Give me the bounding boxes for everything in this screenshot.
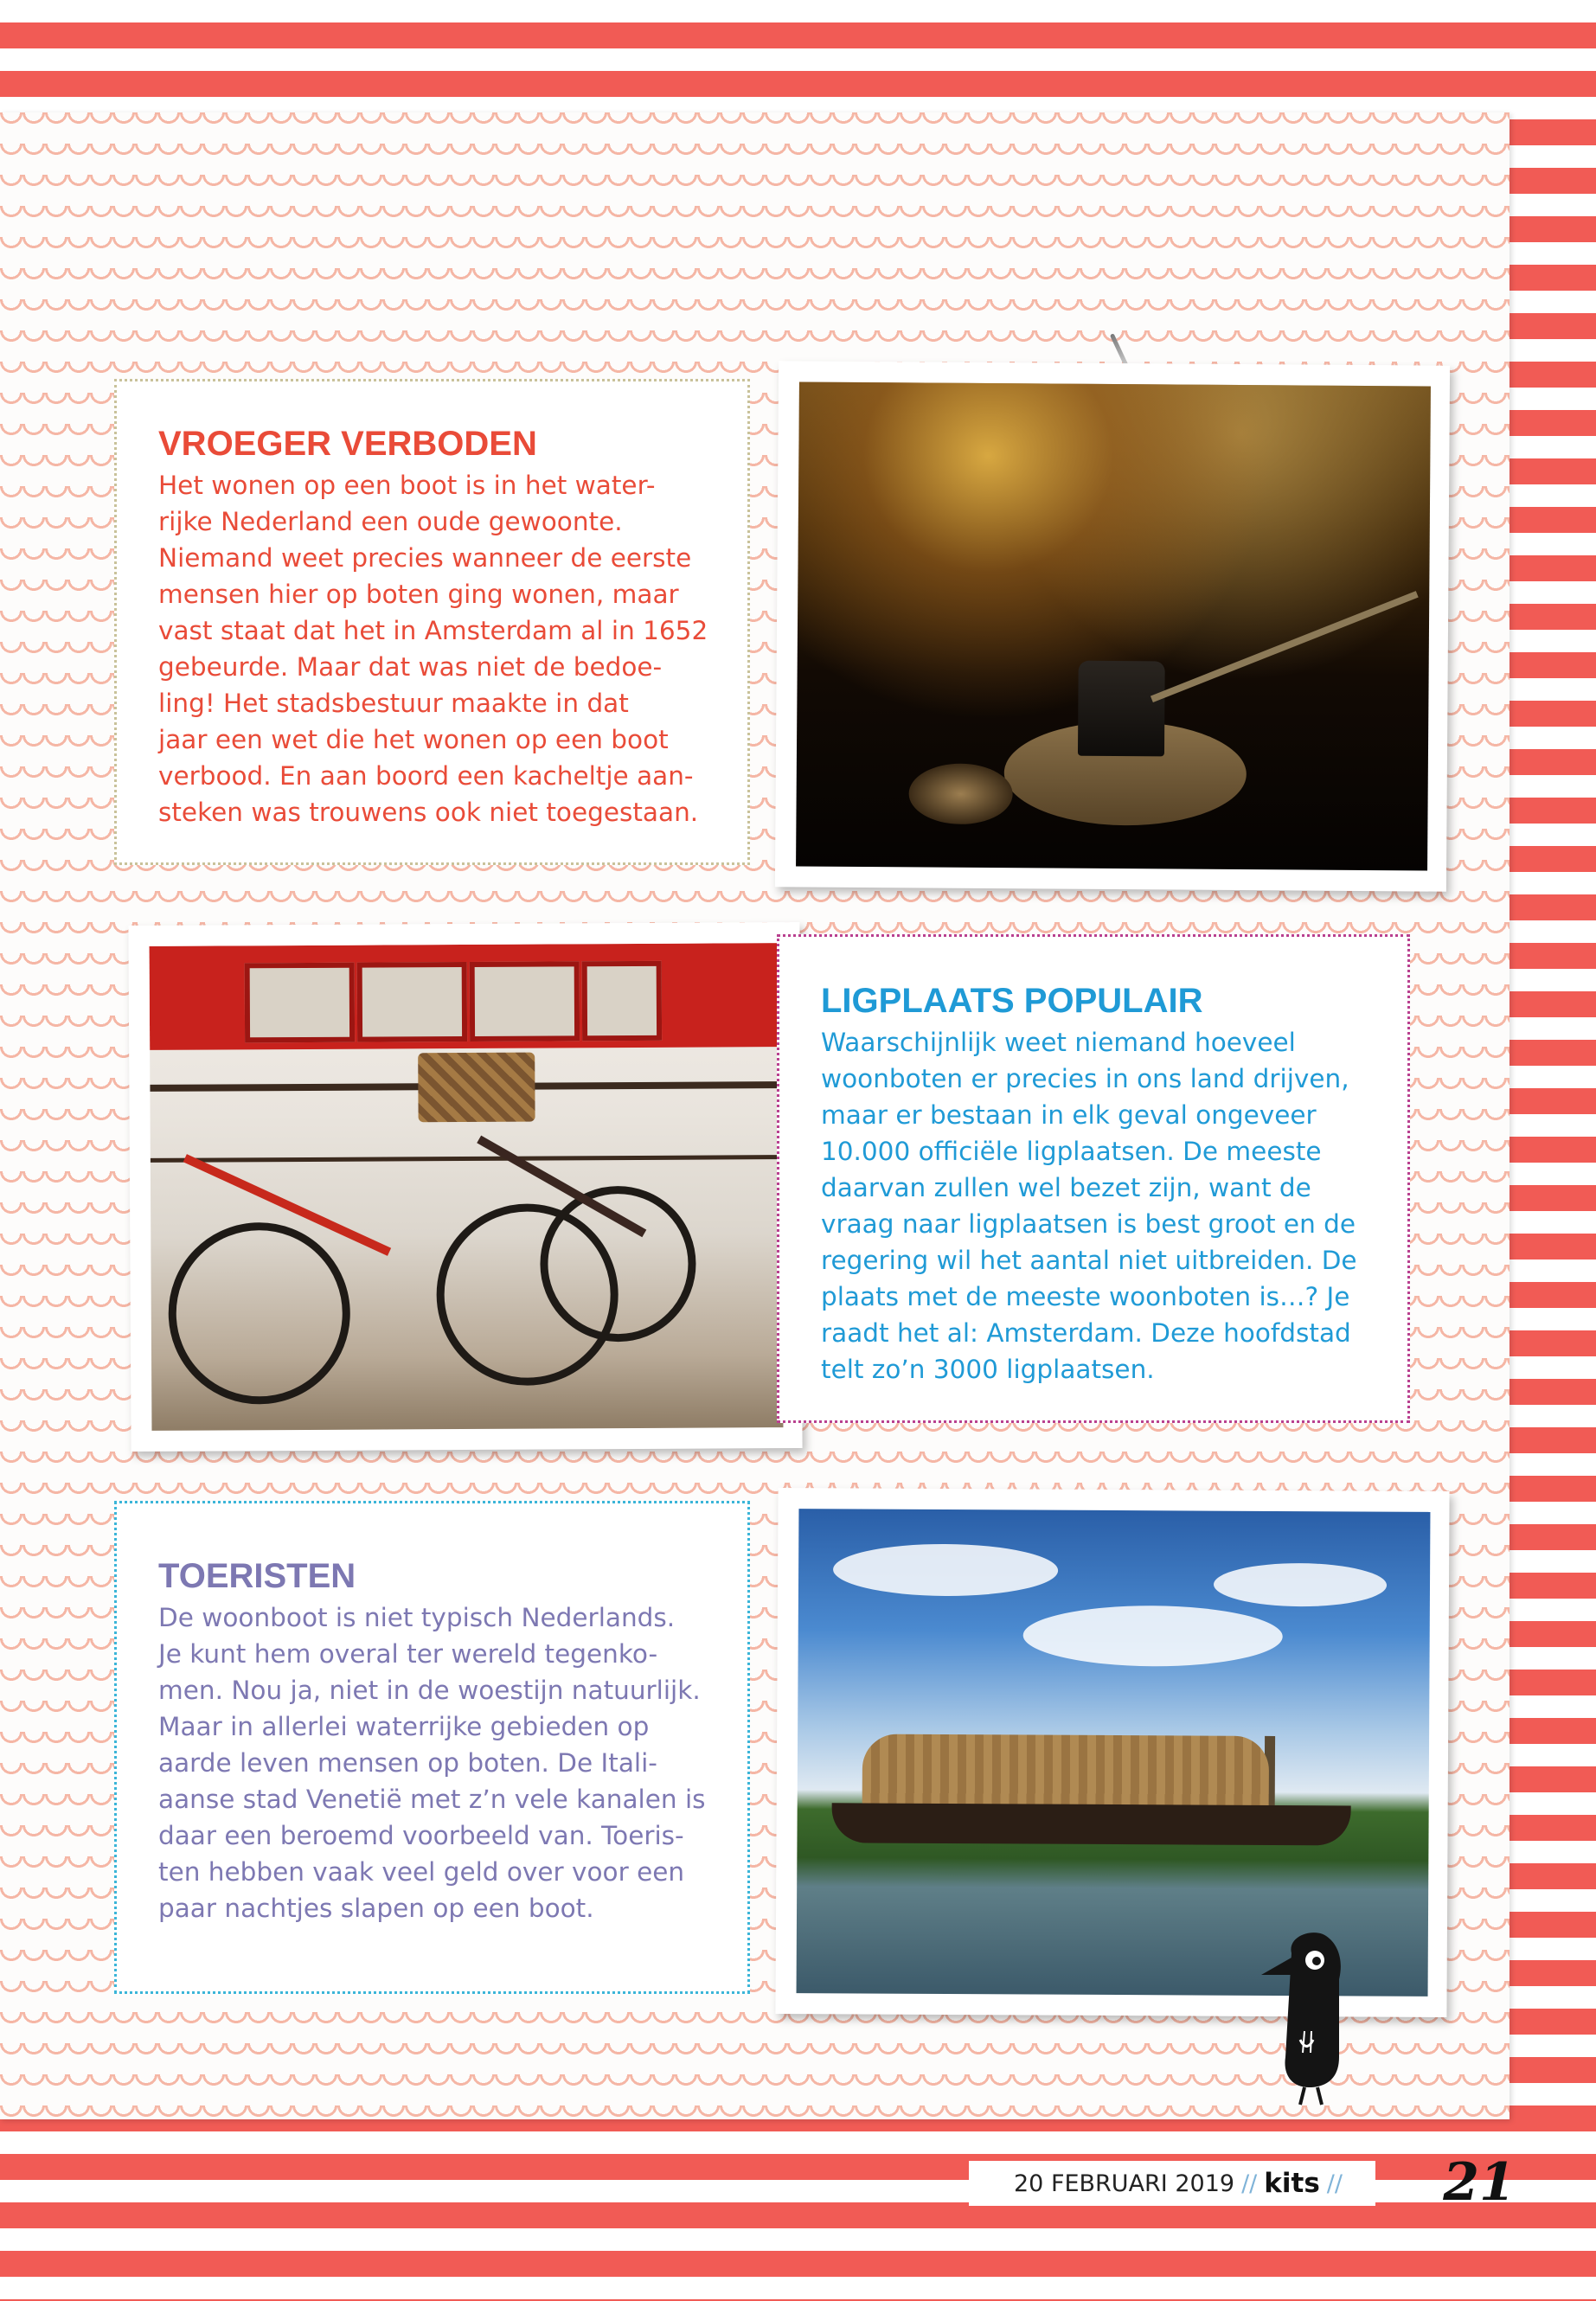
section-heading: LIGPLAATS POPULAIR bbox=[821, 982, 1203, 1020]
houseboat-roof bbox=[862, 1734, 1269, 1813]
section-heading: TOERISTEN bbox=[158, 1557, 356, 1595]
body-line: maar er bestaan in elk geval ongeveer bbox=[821, 1100, 1317, 1130]
page-number: 21 bbox=[1443, 2152, 1516, 2213]
section-heading: VROEGER VERBODEN bbox=[158, 425, 537, 463]
body-line: gebeurde. Maar dat was niet de bedoe- bbox=[158, 652, 663, 682]
cloud bbox=[1023, 1605, 1283, 1667]
houseboat-wall bbox=[150, 943, 782, 1050]
body-line: Maar in allerlei waterrijke gebieden op bbox=[158, 1712, 650, 1741]
issue-date: 20 FEBRUARI 2019 bbox=[1014, 2170, 1235, 2197]
body-line: steken was trouwens ook niet toegestaan. bbox=[158, 798, 699, 827]
magazine-brand: kits bbox=[1264, 2168, 1320, 2199]
body-line: aarde leven mensen op boten. De Itali- bbox=[158, 1748, 657, 1778]
body-line: daar een beroemd voorbeeld van. Toeris- bbox=[158, 1821, 684, 1850]
body-line: men. Nou ja, niet in de woestijn natuurlijk. bbox=[158, 1676, 701, 1705]
body-line: vast staat dat het in Amsterdam al in 1652 bbox=[158, 616, 708, 645]
body-line: ling! Het stadsbestuur maakte in dat bbox=[158, 689, 629, 718]
window bbox=[582, 961, 662, 1041]
footer-separator: // bbox=[1326, 2170, 1343, 2197]
section-body bbox=[821, 1024, 1371, 1388]
body-line: raadt het al: Amsterdam. Deze hoofdstad bbox=[821, 1318, 1351, 1348]
body-line: Waarschijnlijk weet niemand hoeveel bbox=[821, 1028, 1296, 1057]
body-line: verbood. En aan boord een kacheltje aan- bbox=[158, 761, 694, 791]
body-line: Niemand weet precies wanneer de eerste bbox=[158, 543, 692, 573]
body-line: rijke Nederland een oude gewoonte. bbox=[158, 507, 623, 536]
body-line: telt zo’n 3000 ligplaatsen. bbox=[821, 1355, 1155, 1384]
body-line: plaats met de meeste woonboten is…? Je bbox=[821, 1282, 1350, 1311]
mooring-post bbox=[1078, 661, 1165, 757]
bike-wheel bbox=[540, 1186, 696, 1343]
photo-bicycles bbox=[128, 922, 802, 1452]
bike-wheel bbox=[168, 1222, 350, 1405]
section-body bbox=[158, 1599, 711, 1926]
bollard bbox=[908, 763, 1012, 824]
body-line: ten hebben vaak veel geld over voor een bbox=[158, 1857, 685, 1887]
rope bbox=[1151, 591, 1419, 702]
body-line: paar nachtjes slapen op een boot. bbox=[158, 1894, 594, 1923]
window bbox=[357, 962, 467, 1042]
body-line: Je kunt hem overal ter wereld tegenko- bbox=[158, 1639, 658, 1669]
footer-separator: // bbox=[1241, 2170, 1258, 2197]
body-line: daarvan zullen wel bezet zijn, want de bbox=[821, 1173, 1311, 1202]
body-line: aanse stad Venetië met z’n vele kanalen is bbox=[158, 1785, 706, 1814]
section-body bbox=[158, 467, 711, 830]
window bbox=[245, 963, 355, 1043]
window bbox=[470, 961, 580, 1042]
cloud bbox=[1214, 1563, 1387, 1607]
body-line: vraag naar ligplaatsen is best groot en de bbox=[821, 1209, 1356, 1239]
cloud bbox=[833, 1543, 1058, 1596]
crow-mascot-icon bbox=[1253, 1927, 1365, 2109]
section-ligplaats-populair bbox=[777, 934, 1410, 1423]
body-line: jaar een wet die het wonen op een boot bbox=[158, 725, 669, 754]
photo-bikes-image bbox=[150, 943, 784, 1431]
houseboat-hull bbox=[831, 1803, 1350, 1845]
bike-basket bbox=[418, 1053, 535, 1123]
body-line: woonboten er precies in ons land drijven, bbox=[821, 1064, 1349, 1093]
body-line: 10.000 officiële ligplaatsen. De meeste bbox=[821, 1137, 1322, 1166]
photo-houseboat-image bbox=[797, 1509, 1431, 1997]
photo-mooring-post bbox=[775, 361, 1450, 891]
railing bbox=[151, 1155, 782, 1163]
page-footer bbox=[969, 2161, 1375, 2206]
section-toeristen bbox=[114, 1501, 750, 1994]
body-line: De woonboot is niet typisch Nederlands. bbox=[158, 1603, 676, 1632]
body-line: regering wil het aantal niet uitbreiden. De bbox=[821, 1246, 1357, 1275]
photo-water-image bbox=[796, 381, 1431, 870]
body-line: mensen hier op boten ging wonen, maar bbox=[158, 580, 679, 609]
body-line: Het wonen op een boot is in het water- bbox=[158, 471, 656, 500]
section-vroeger-verboden bbox=[114, 379, 750, 865]
